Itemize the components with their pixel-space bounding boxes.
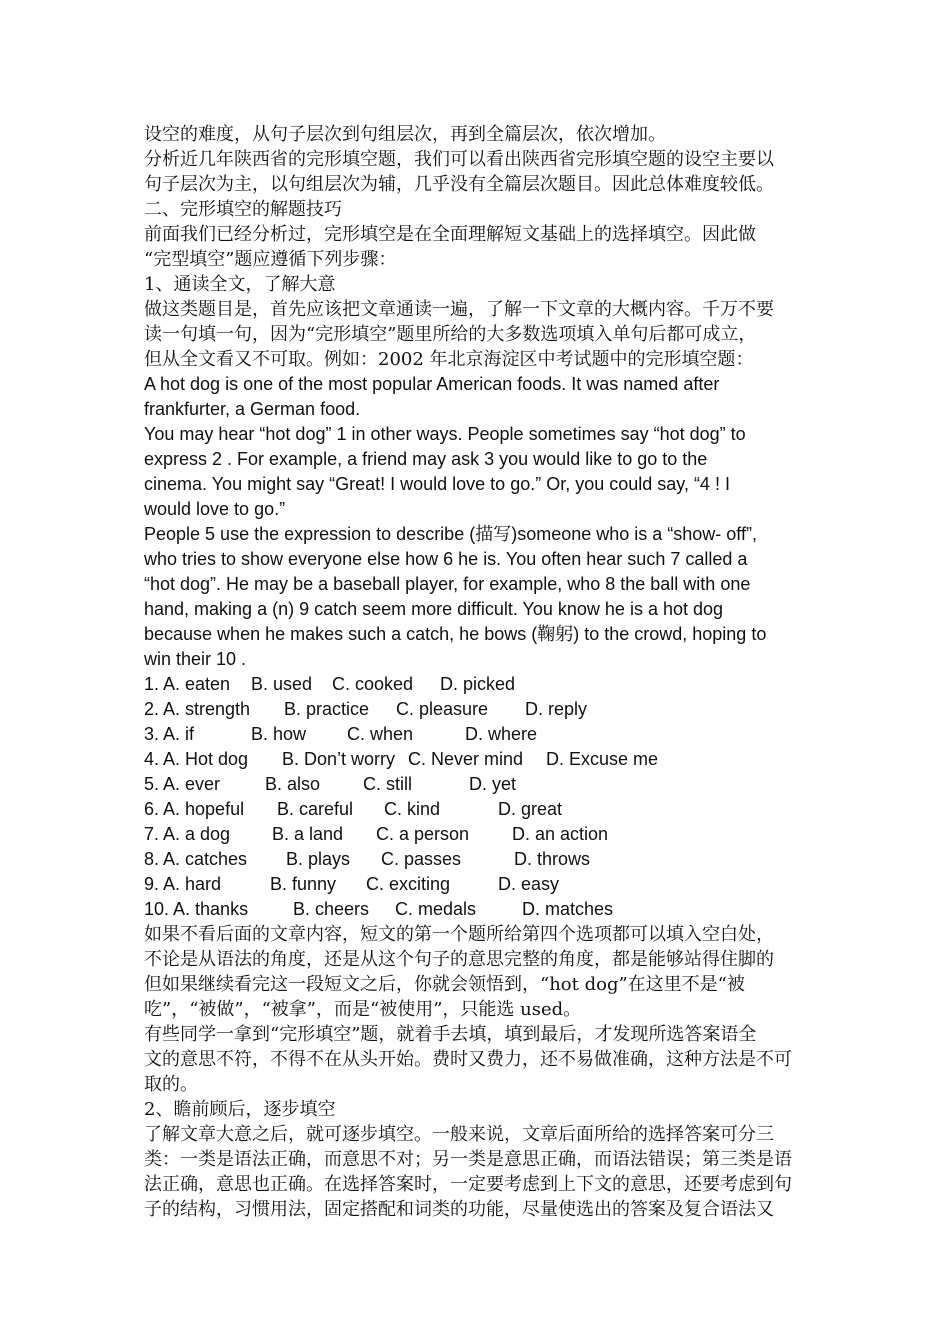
option-c: C. passes bbox=[381, 849, 462, 869]
intro-line: 句子层次为主，以句组层次为辅，几乎没有全篇层次题目。因此总体难度较低。 bbox=[144, 174, 774, 195]
intro-line: 设空的难度，从句子层次到句组层次，再到全篇层次，依次增加。 bbox=[144, 124, 666, 145]
option-c: C. when bbox=[347, 724, 414, 744]
option-a: 1. A. eaten bbox=[144, 674, 231, 694]
step-heading: 1、通读全文，了解大意 bbox=[144, 274, 336, 295]
option-d: D. an action bbox=[512, 824, 609, 844]
option-a: 5. A. ever bbox=[144, 774, 221, 794]
option-c: C. a person bbox=[376, 824, 470, 844]
passage-line: hand, making a (n) 9 catch seem more difficult. You know he is a hot dog bbox=[144, 599, 724, 619]
intro-section bbox=[144, 122, 814, 372]
option-a: 3. A. if bbox=[144, 724, 195, 744]
option-a: 4. A. Hot dog bbox=[144, 749, 249, 769]
answer-options bbox=[144, 672, 814, 922]
option-c: C. medals bbox=[395, 899, 477, 919]
option-row bbox=[144, 672, 814, 697]
analysis-line: 文的意思不符，不得不在从头开始。费时又费力，还不易做准确，这种方法是不可 bbox=[144, 1049, 792, 1070]
cloze-passage bbox=[144, 372, 814, 672]
option-a: 10. A. thanks bbox=[144, 899, 249, 919]
analysis-section bbox=[144, 922, 814, 1222]
option-c: C. kind bbox=[384, 799, 441, 819]
passage-line: because when he makes such a catch, he bows (鞠躬) to the crowd, hoping to bbox=[144, 624, 767, 644]
option-b: B. Don’t worry bbox=[282, 749, 396, 769]
intro-line: 读一句填一句，因为“完形填空”题里所给的大多数选项填入单句后都可成立， bbox=[144, 324, 757, 345]
analysis-line: 吃”，“被做”，“被拿”，而是“被使用”，只能选 used。 bbox=[144, 999, 582, 1020]
option-row bbox=[144, 747, 814, 772]
analysis-line: 类：一类是语法正确，而意思不对；另一类是意思正确，而语法错误；第三类是语 bbox=[144, 1149, 792, 1170]
passage-line: express 2 . For example, a friend may ask 3 you would like to go to the bbox=[144, 449, 708, 469]
option-row bbox=[144, 872, 814, 897]
option-c: C. Never mind bbox=[408, 749, 524, 769]
option-a: 8. A. catches bbox=[144, 849, 248, 869]
passage-line: would love to go.” bbox=[144, 499, 286, 519]
passage-line: frankfurter, a German food. bbox=[144, 399, 361, 419]
option-d: D. matches bbox=[522, 899, 614, 919]
analysis-line: 不论是从语法的角度，还是从这个句子的意思完整的角度，都是能够站得住脚的 bbox=[144, 949, 774, 970]
intro-line: 但从全文看又不可取。例如：2002 年北京海淀区中考试题中的完形填空题： bbox=[144, 349, 754, 370]
option-row bbox=[144, 847, 814, 872]
passage-line: win their 10 . bbox=[144, 649, 247, 669]
intro-line: 前面我们已经分析过，完形填空是在全面理解短文基础上的选择填空。因此做 bbox=[144, 224, 756, 245]
option-b: B. a land bbox=[272, 824, 344, 844]
option-c: C. still bbox=[363, 774, 412, 794]
option-a: 2. A. strength bbox=[144, 699, 251, 719]
option-b: B. cheers bbox=[293, 899, 370, 919]
option-d: D. picked bbox=[440, 674, 516, 694]
option-b: B. how bbox=[251, 724, 307, 744]
analysis-line: 子的结构，习惯用法，固定搭配和词类的功能，尽量使选出的答案及复合语法又 bbox=[144, 1199, 774, 1220]
option-d: D. easy bbox=[498, 874, 560, 894]
passage-line: You may hear “hot dog” 1 in other ways. People sometimes say “hot dog” to bbox=[144, 424, 746, 444]
analysis-line: 取的。 bbox=[144, 1074, 198, 1095]
option-d: D. throws bbox=[514, 849, 591, 869]
option-row bbox=[144, 697, 814, 722]
option-d: D. Excuse me bbox=[546, 749, 659, 769]
option-a: 7. A. a dog bbox=[144, 824, 231, 844]
option-c: C. cooked bbox=[332, 674, 414, 694]
passage-line: who tries to show everyone else how 6 he is. You often hear such 7 called a bbox=[144, 549, 748, 569]
option-b: B. practice bbox=[284, 699, 370, 719]
option-row bbox=[144, 722, 814, 747]
option-a: 9. A. hard bbox=[144, 874, 222, 894]
option-d: D. where bbox=[465, 724, 538, 744]
passage-line: “hot dog”. He may be a baseball player, for example, who 8 the ball with one bbox=[144, 574, 751, 594]
option-b: B. funny bbox=[270, 874, 337, 894]
option-c: C. exciting bbox=[366, 874, 451, 894]
document-page bbox=[144, 122, 814, 1222]
section-heading: 二、完形填空的解题技巧 bbox=[144, 199, 342, 220]
analysis-line: 有些同学一拿到“完形填空”题，就着手去填，填到最后，才发现所选答案语全 bbox=[144, 1024, 757, 1045]
intro-line: 分析近几年陕西省的完形填空题，我们可以看出陕西省完形填空题的设空主要以 bbox=[144, 149, 774, 170]
analysis-line: 了解文章大意之后，就可逐步填空。一般来说，文章后面所给的选择答案可分三 bbox=[144, 1124, 774, 1145]
passage-line: cinema. You might say “Great! I would love to go.” Or, you could say, “4 ! I bbox=[144, 474, 730, 494]
step-heading: 2、瞻前顾后，逐步填空 bbox=[144, 1099, 336, 1120]
analysis-line: 但如果继续看完这一段短文之后，你就会领悟到，“hot dog”在这里不是“被 bbox=[144, 974, 745, 995]
passage-line: People 5 use the expression to describe (描写)someone who is a “show- off”, bbox=[144, 524, 757, 544]
option-b: B. plays bbox=[286, 849, 351, 869]
option-row bbox=[144, 897, 814, 922]
option-a: 6. A. hopeful bbox=[144, 799, 245, 819]
passage-line: A hot dog is one of the most popular American foods. It was named after bbox=[144, 374, 720, 394]
analysis-line: 法正确，意思也正确。在选择答案时，一定要考虑到上下文的意思，还要考虑到句 bbox=[144, 1174, 792, 1195]
option-row bbox=[144, 822, 814, 847]
analysis-line: 如果不看后面的文章内容，短文的第一个题所给第四个选项都可以填入空白处， bbox=[144, 924, 774, 945]
option-d: D. great bbox=[498, 799, 563, 819]
option-d: D. yet bbox=[469, 774, 517, 794]
option-c: C. pleasure bbox=[396, 699, 489, 719]
option-b: B. careful bbox=[277, 799, 354, 819]
option-b: B. also bbox=[265, 774, 321, 794]
option-row bbox=[144, 772, 814, 797]
intro-line: 做这类题目是，首先应该把文章通读一遍，了解一下文章的大概内容。千万不要 bbox=[144, 299, 774, 320]
intro-line: “完型填空”题应遵循下列步骤： bbox=[144, 249, 397, 270]
option-d: D. reply bbox=[525, 699, 588, 719]
option-row bbox=[144, 797, 814, 822]
option-b: B. used bbox=[251, 674, 313, 694]
